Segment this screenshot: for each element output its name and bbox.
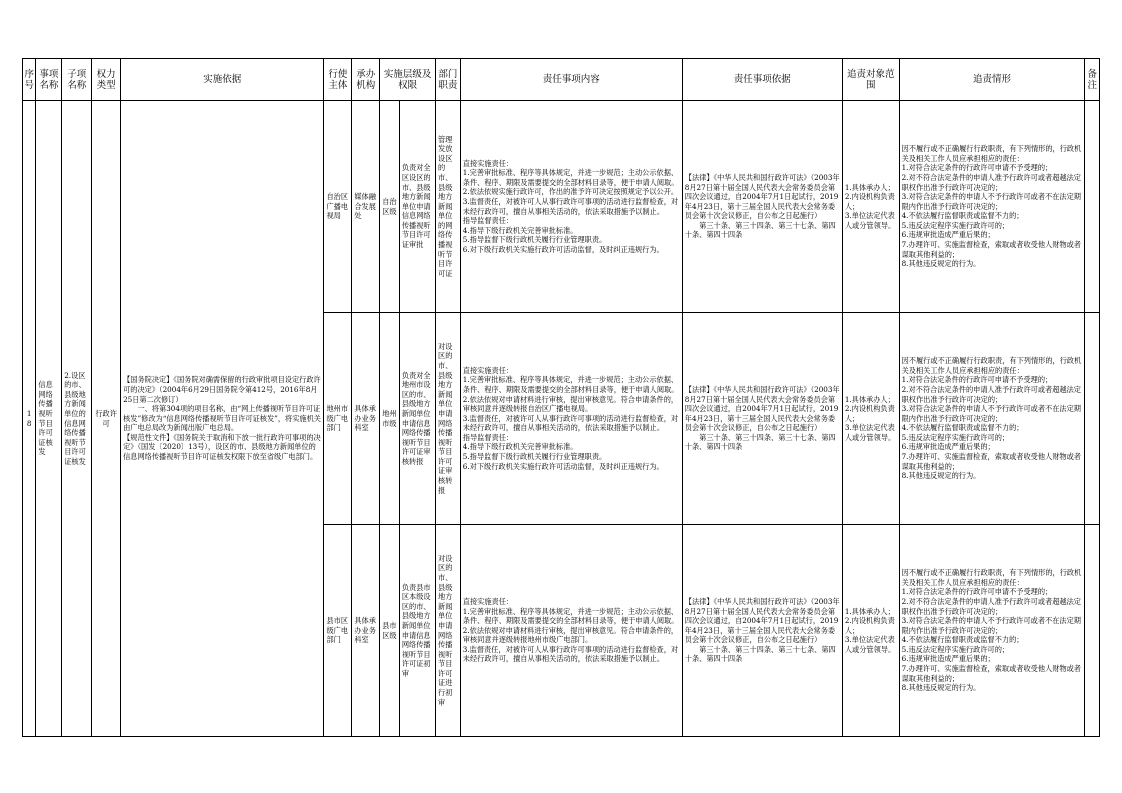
row-level: 县市区级 <box>380 525 400 737</box>
header-sub-name: 子项名称 <box>62 59 92 101</box>
row-targets: 1.具体承办人； 2.内设机构负责人； 3.单位法定代表人或分管领导。 <box>842 525 899 737</box>
header-power-type: 权力类型 <box>92 59 121 101</box>
row-remark <box>1085 525 1100 737</box>
row-scope: 负责县市区本级设区的市、县级地方新闻单位申请信息网络传播视听节目许可证初审 <box>399 525 435 737</box>
row-scope: 负责对全区设区的市、县级地方新闻单位申请信息网络传播视听节目许可证审批 <box>399 101 435 313</box>
row-office: 媒体融合发展处 <box>352 101 380 313</box>
header-level: 实施层级及权限 <box>380 59 436 101</box>
row-content-basis: 【法律】《中华人民共和国行政许可法》（2003年8月27日第十届全国人民代表大会常务委员会第四次会议通过，自2004年7月1日起试行，2019年4月23日，第十三届全国人民代表大会常务委员会第十次会议修正，自公布之日起施行） 第三十条、第三十四条、第三十七条、第四十条、第四十四条 <box>682 101 842 313</box>
row-content-basis: 【法律】《中华人民共和国行政许可法》（2003年8月27日第十届全国人民代表大会常务委员会第四次会议通过，自2004年7月1日起试行，2019年4月23日，第十三届全国人民代表大会常务委员会第十次会议修正，自公布之日起施行） 第三十条、第三十四条、第三十七条、第四十条、第四十四条 <box>682 313 842 525</box>
row-content: 直接实施责任： 1.完善审批标准、程序等具体规定，并进一步规范；主动公示依据、条件、程序、期限及需要提交的全部材料目录等，便于申请人阅取。 2.依法依规对申请材料进行审核，提出审核意见。符合申请条件的，审核同意并逐级转报自治区广播电视局。 3.监督责任，对被许可人从事行政许可事项的活动进行监督检查，对未经行政许可，擅自从事相关活动的，依法采取措施予以制止。 指导监督责任： 4.指导下级行政机关完善审批标准。 5.指导监督下级行政机关履行行业管理职责。 6.对下级行政机关实施行政许可活动监督，及时纠正违规行为。 <box>460 313 682 525</box>
row-situations: 因不履行或不正确履行行政职责，有下列情形的，行政机关及相关工作人员应承担相应的责任： 1.对符合法定条件的行政许可申请不予受理的； 2.对不符合法定条件的申请人准予行政许可或者超越法定职权作出准予行政许可决定的； 3.对符合法定条件的申请人不予行政许可或者不在法定期限内作出准予行政许可决定的； 4.不依法履行监督职责或监督不力的； 5.违反法定程序实施行政许可的； 6.违规审批造成严重后果的； 7.办理许可、实施监督检查，索取或者收受他人财物或者谋取其他利益的； 8.其他违反规定的行为。 <box>899 313 1085 525</box>
row-office: 具体承办业务科室 <box>352 313 380 525</box>
row-situations: 因不履行或不正确履行行政职责，有下列情形的，行政机关及相关工作人员应承担相应的责任： 1.对符合法定条件的行政许可申请不予受理的； 2.对不符合法定条件的申请人准予行政许可或者超越法定职权作出准予行政许可决定的； 3.对符合法定条件的申请人不予行政许可或者不在法定期限内作出准予行政许可决定的； 4.不依法履行监督职责或监督不力的； 5.违反法定程序实施行政许可的； 6.违规审批造成严重后果的； 7.办理许可、实施监督检查，索取或者收受他人财物或者谋取其他利益的； 8.其他违反规定的行为。 <box>899 525 1085 737</box>
header-seq: 序号 <box>23 59 36 101</box>
header-targets: 追责对象范围 <box>842 59 899 101</box>
row-office: 具体承办业务科室 <box>352 525 380 737</box>
header-content-basis: 责任事项依据 <box>682 59 842 101</box>
header-basis: 实施依据 <box>121 59 324 101</box>
header-situations: 追责情形 <box>899 59 1085 101</box>
header-content: 责任事项内容 <box>460 59 682 101</box>
row-situations: 因不履行或不正确履行行政职责，有下列情形的，行政机关及相关工作人员应承担相应的责任： 1.对符合法定条件的行政许可申请不予受理的； 2.对不符合法定条件的申请人准予行政许可或者超越法定职权作出准予行政许可决定的； 3.对符合法定条件的申请人不予行政许可或者不在法定期限内作出准予行政许可决定的； 4.不依法履行监督职责或监督不力的； 5.违反法定程序实施行政许可的； 6.违规审批造成严重后果的； 7.办理许可、实施监督检查，索取或者收受他人财物或者谋取其他利益的； 8.其他违反规定的行为。 <box>899 101 1085 313</box>
row-level: 地州市级 <box>380 313 400 525</box>
row-duty: 管理发放设区的市、县级地方新闻单位的网络传播视听节目许可证 <box>436 101 461 313</box>
header-office: 承办机构 <box>352 59 380 101</box>
row-level: 自治区级 <box>380 101 400 313</box>
item-sub-name: 2.设区的市、县级地方新闻单位的信息网络传播视听节目许可证核发 <box>62 101 92 737</box>
item-power-type: 行政许可 <box>92 101 121 737</box>
header-row <box>23 59 1100 101</box>
item-name: 信息网络传播视听节目许可证核发 <box>36 101 62 737</box>
row-duty: 对设区的市、县级地方新闻单位申请网络传播视听节目许可证进行初审 <box>436 525 461 737</box>
row-subject: 自治区广播电视局 <box>324 101 352 313</box>
header-subject: 行使主体 <box>324 59 352 101</box>
row-targets: 1.具体承办人； 2.内设机构负责人； 3.单位法定代表人或分管领导。 <box>842 101 899 313</box>
row-content: 直接实施责任： 1.完善审批标准、程序等具体规定，并进一步规范；主动公示依据、条件、程序、期限及需要提交的全部材料目录等，便于申请人阅取。 2.依法依规实施行政许可，作出的准予许可决定按照规定予以公开。 3.监督责任，对被许可人从事行政许可事项的活动进行监督检查，对未经行政许可，擅自从事相关活动的，依法采取措施予以制止。 指导监督责任： 4.指导下级行政机关完善审批标准。 5.指导监督下级行政机关履行行业管理职责。 6.对下级行政机关实施行政许可活动监督，及时纠正违规行为。 <box>460 101 682 313</box>
responsibility-table <box>22 58 1100 737</box>
row-scope: 负责对全地州市设区的市、县级地方新闻单位申请信息网络传播视听节目许可证审核转报 <box>399 313 435 525</box>
row-subject: 地州市级广电部门 <box>324 313 352 525</box>
row-targets: 1.具体承办人； 2.内设机构负责人； 3.单位法定代表人或分管领导。 <box>842 313 899 525</box>
row-content-basis: 【法律】《中华人民共和国行政许可法》（2003年8月27日第十届全国人民代表大会常务委员会第四次会议通过，自2004年7月1日起试行，2019年4月23日，第十三届全国人民代表大会常务委员会第十次会议修正，自公布之日起施行） 第三十条、第三十四条、第三十七条、第四十条、第四十四条 <box>682 525 842 737</box>
row-remark <box>1085 313 1100 525</box>
row-remark <box>1085 101 1100 313</box>
item-basis: 【国务院决定】《国务院对确需保留的行政审批项目设定行政许可的决定》（2004年6月29日国务院令第412号，2016年8月25日第二次修订） 一、将第304项的项目名称，由“网上传播视听节目许可证核发”修改为“信息网络传播视听节目许可证核发”，将实施机关由广电总局改为新闻出版广电总局。 【规范性文件】《国务院关于取消和下放一批行政许可事项的决定》（国发〔2020〕13号），设区的市、县级地方新闻单位的信息网络传播视听节目许可证核发权限下放至省级广电部门。 <box>121 101 324 737</box>
item-seq: 18 <box>23 101 36 737</box>
header-duty: 部门职责 <box>436 59 461 101</box>
row-duty: 对设区的市、县级地方新闻单位申请网络传播视听节目许可证审核转报 <box>436 313 461 525</box>
header-remark: 备注 <box>1085 59 1100 101</box>
table-row <box>23 101 1100 313</box>
row-subject: 县市区级广电部门 <box>324 525 352 737</box>
header-item-name: 事项名称 <box>36 59 62 101</box>
row-content: 直接实施责任： 1.完善审批标准、程序等具体规定，并进一步规范；主动公示依据、条件、程序、期限及需要提交的全部材料目录等，便于申请人阅取。 2.依法依规对申请材料进行审核，提出审核意见。符合申请条件的，审核同意并逐级转报地州市级广电部门。 3.监督责任，对被许可人从事行政许可事项的活动进行监督检查，对未经行政许可，擅自从事相关活动的，依法采取措施予以制止。 <box>460 525 682 737</box>
